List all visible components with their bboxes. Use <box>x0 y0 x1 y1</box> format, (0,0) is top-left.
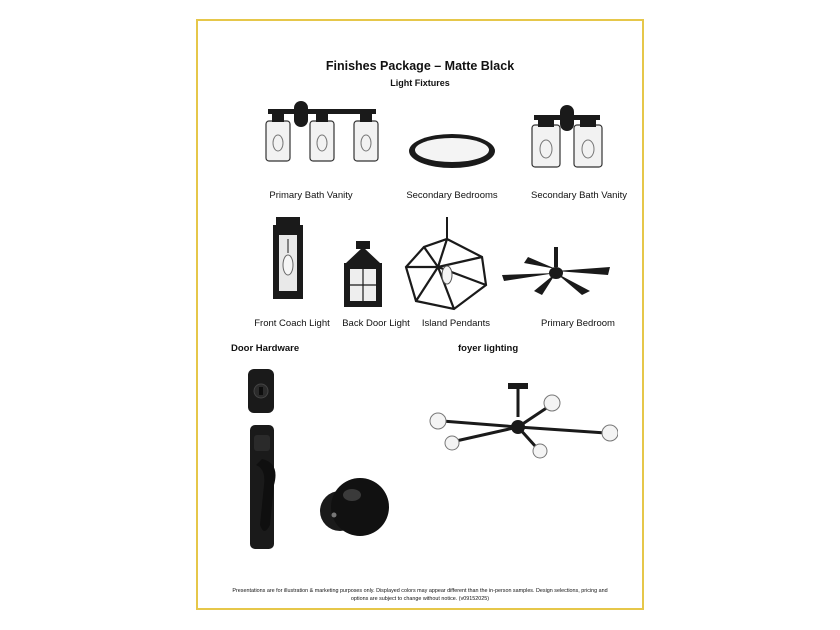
page-title: Finishes Package – Matte Black <box>325 59 515 73</box>
fixture-label-secondary-bath-vanity: Secondary Bath Vanity <box>531 190 627 201</box>
finishes-sheet <box>196 19 644 610</box>
door-knob-icon <box>316 471 396 539</box>
fixture-label-secondary-bedrooms: Secondary Bedrooms <box>406 190 498 201</box>
two-light-vanity-icon <box>528 103 606 173</box>
fixture-label-primary-bath-vanity: Primary Bath Vanity <box>269 190 353 201</box>
geometric-pendant-icon <box>402 217 492 313</box>
section-heading-door-hardware: Door Hardware <box>231 343 300 354</box>
flush-mount-ceiling-light-icon <box>406 131 498 171</box>
fixture-label-front-coach-light: Front Coach Light <box>254 318 330 329</box>
disclaimer-line-1: Presentations are for illustration & marketing purposes only. Displayed colors may appear different than the in-person samples. Design selections, pricing and <box>232 588 608 594</box>
fixture-label-island-pendants: Island Pendants <box>421 318 491 329</box>
three-light-vanity-icon <box>258 99 388 171</box>
handleset-icon <box>242 425 284 551</box>
deadbolt-icon <box>244 367 278 415</box>
sputnik-chandelier-icon <box>428 383 618 461</box>
page-subtitle: Light Fixtures <box>390 78 450 88</box>
ceiling-fan-icon <box>500 247 612 301</box>
section-heading-foyer-lighting: foyer lighting <box>458 343 519 354</box>
fixture-label-back-door-light: Back Door Light <box>342 318 410 329</box>
wall-lantern-icon <box>338 239 388 309</box>
fixture-label-primary-bedroom: Primary Bedroom <box>541 318 615 329</box>
disclaimer-footer <box>212 587 628 603</box>
disclaimer-line-2: options are subject to change without notice. (v09152025) <box>350 596 490 602</box>
coach-wall-lantern-icon <box>270 217 306 301</box>
